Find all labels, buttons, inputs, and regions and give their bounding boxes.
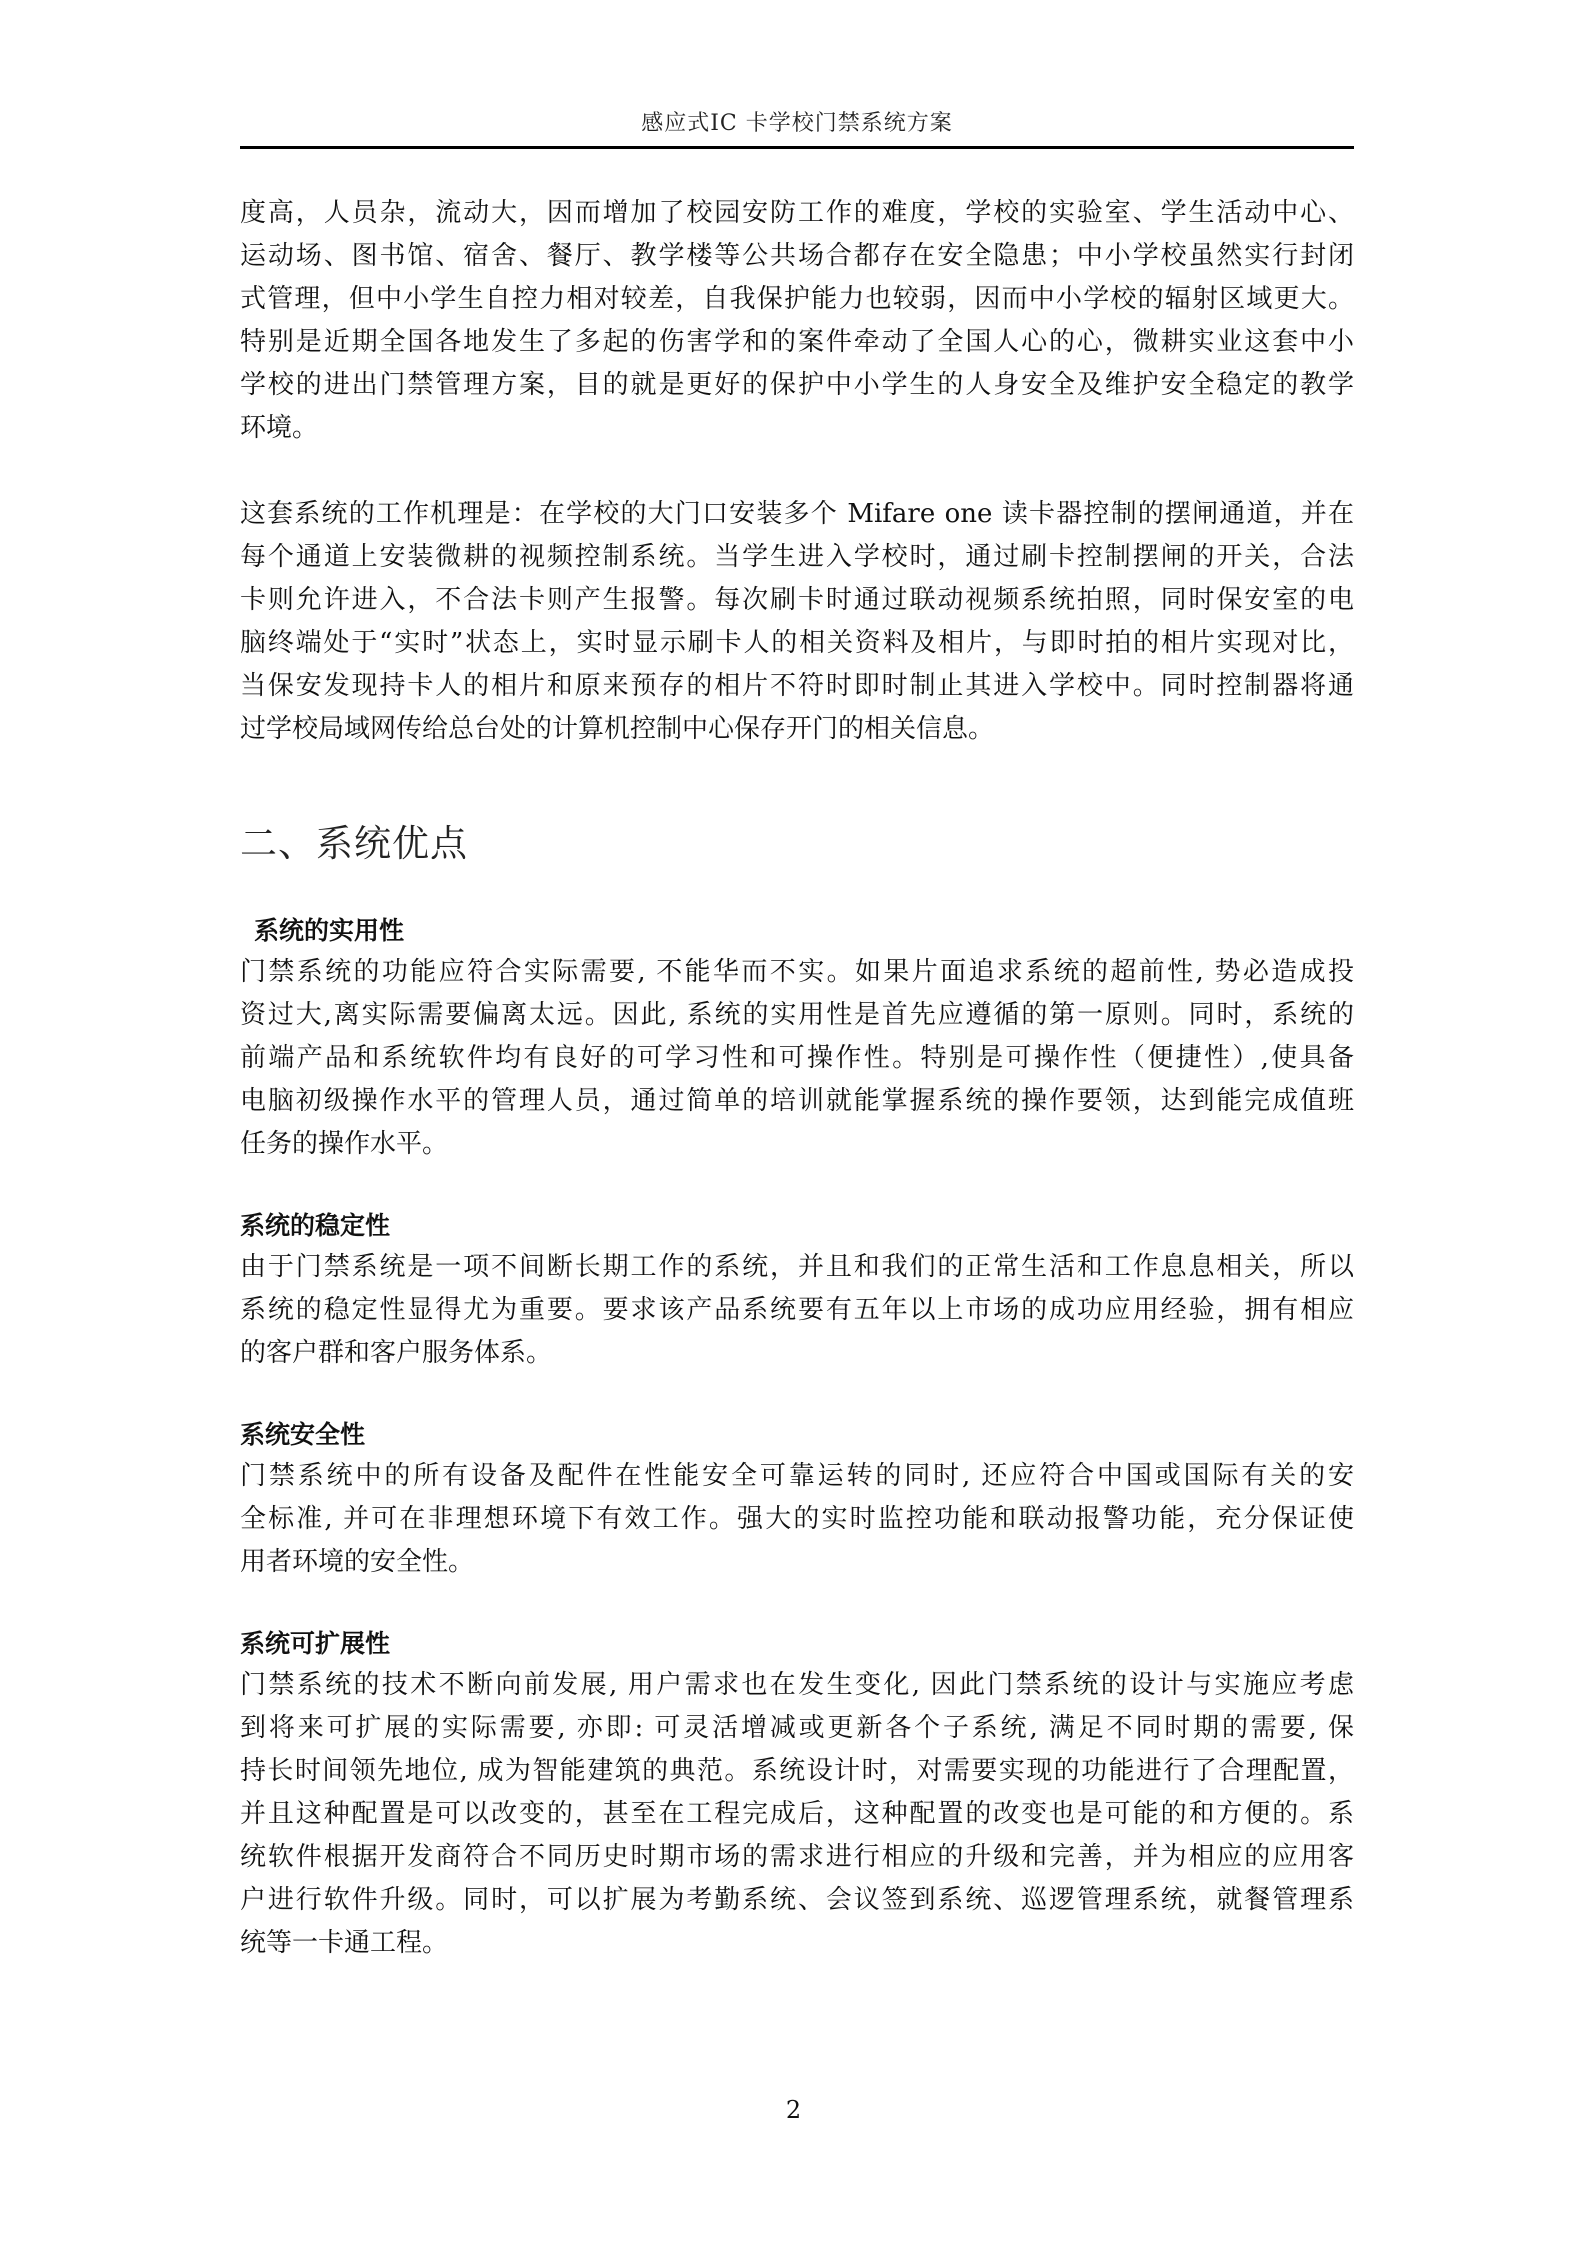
text-line: 式管理，但中小学生自控力相对较差，自我保护能力也较弱，因而中小学校的辐射区域更大。 <box>240 284 1354 314</box>
text-line: 前端产品和系统软件均有良好的可学习性和可操作性。特别是可操作性（便捷性）,使具备 <box>240 1043 1354 1073</box>
subsection-security <box>240 1415 1354 1584</box>
running-header: 感应式IC 卡学校门禁系统方案 <box>641 111 953 136</box>
paragraph-spacer <box>240 1375 1354 1415</box>
text-line: 脑终端处于“实时”状态上，实时显示刷卡人的相关资料及相片，与即时拍的相片实现对比， <box>240 628 1354 658</box>
page-content <box>240 192 1354 1965</box>
paragraph-spacer <box>240 450 1354 493</box>
intro-paragraph-1 <box>240 192 1354 450</box>
text-line: 统软件根据开发商符合不同历史时期市场的需求进行相应的升级和完善，并为相应的应用客 <box>240 1842 1354 1872</box>
section-spacer <box>240 751 1354 819</box>
intro-paragraph-2 <box>240 493 1354 751</box>
header-divider <box>240 146 1354 149</box>
text-line: 这套系统的工作机理是：在学校的大门口安装多个 Mifare one 读卡器控制的摆闸通道，并在 <box>240 499 1354 529</box>
text-line: 由于门禁系统是一项不间断长期工作的系统，并且和我们的正常生活和工作息息相关，所以 <box>240 1252 1354 1282</box>
text-line: 学校的进出门禁管理方案，目的就是更好的保护中小学生的人身安全及维护安全稳定的教学 <box>240 370 1354 400</box>
text-line: 门禁系统中的所有设备及配件在性能安全可靠运转的同时, 还应符合中国或国际有关的安 <box>240 1461 1354 1491</box>
text-line: 全标准, 并可在非理想环境下有效工作。强大的实时监控功能和联动报警功能，充分保证使 <box>240 1504 1354 1534</box>
text-line: 资过大,离实际需要偏离太远。因此, 系统的实用性是首先应遵循的第一原则。同时，系统的 <box>240 1000 1354 1030</box>
paragraph-spacer <box>240 1584 1354 1624</box>
section-heading: 二、系统优点 <box>240 822 468 865</box>
text-line: 门禁系统的技术不断向前发展, 用户需求也在发生变化, 因此门禁系统的设计与实施应考虑 <box>240 1670 1354 1700</box>
subsection-extensibility <box>240 1624 1354 1965</box>
text-line: 用者环境的安全性。 <box>240 1547 475 1577</box>
text-line: 过学校局域网传给总台处的计算机控制中心保存开门的相关信息。 <box>240 714 995 744</box>
text-line: 当保安发现持卡人的相片和原来预存的相片不符时即时制止其进入学校中。同时控制器将通 <box>240 671 1354 701</box>
text-line: 卡则允许进入，不合法卡则产生报警。每次刷卡时通过联动视频系统拍照，同时保安室的电 <box>240 585 1354 615</box>
text-line: 环境。 <box>240 413 319 443</box>
text-line: 的客户群和客户服务体系。 <box>240 1338 553 1368</box>
text-line: 度高，人员杂，流动大，因而增加了校园安防工作的难度，学校的实验室、学生活动中心、 <box>240 198 1354 228</box>
subsection-title: 系统的稳定性 <box>240 1211 391 1240</box>
text-line: 电脑初级操作水平的管理人员，通过简单的培训就能掌握系统的操作要领，达到能完成值班 <box>240 1086 1354 1116</box>
subsection-title: 系统安全性 <box>240 1420 366 1449</box>
text-line: 任务的操作水平。 <box>240 1129 449 1159</box>
text-line: 持长时间领先地位, 成为智能建筑的典范。系统设计时，对需要实现的功能进行了合理配置， <box>240 1756 1354 1786</box>
text-line: 统等一卡通工程。 <box>240 1928 449 1958</box>
text-line: 每个通道上安装微耕的视频控制系统。当学生进入学校时，通过刷卡控制摆闸的开关，合法 <box>240 542 1354 572</box>
page-number: 2 <box>785 2096 802 2124</box>
text-line: 运动场、图书馆、宿舍、餐厅、教学楼等公共场合都存在安全隐患；中小学校虽然实行封闭 <box>240 241 1354 271</box>
section-spacer <box>240 869 1354 911</box>
subsection-title: 系统的实用性 <box>254 916 405 945</box>
text-line: 系统的稳定性显得尤为重要。要求该产品系统要有五年以上市场的成功应用经验，拥有相应 <box>240 1295 1354 1325</box>
paragraph-spacer <box>240 1166 1354 1206</box>
text-line: 户进行软件升级。同时，可以扩展为考勤系统、会议签到系统、巡逻管理系统，就餐管理系 <box>240 1885 1354 1915</box>
text-line: 并且这种配置是可以改变的，甚至在工程完成后，这种配置的改变也是可能的和方便的。系 <box>240 1799 1354 1829</box>
subsection-title: 系统可扩展性 <box>240 1629 391 1658</box>
text-line: 特别是近期全国各地发生了多起的伤害学和的案件牵动了全国人心的心，微耕实业这套中小 <box>240 327 1354 357</box>
text-line: 到将来可扩展的实际需要, 亦即: 可灵活增减或更新各个子系统, 满足不同时期的需要, 保 <box>240 1713 1354 1743</box>
text-line: 门禁系统的功能应符合实际需要, 不能华而不实。如果片面追求系统的超前性, 势必造成投 <box>240 957 1354 987</box>
subsection-stability <box>240 1206 1354 1375</box>
subsection-practicality <box>240 911 1354 1166</box>
